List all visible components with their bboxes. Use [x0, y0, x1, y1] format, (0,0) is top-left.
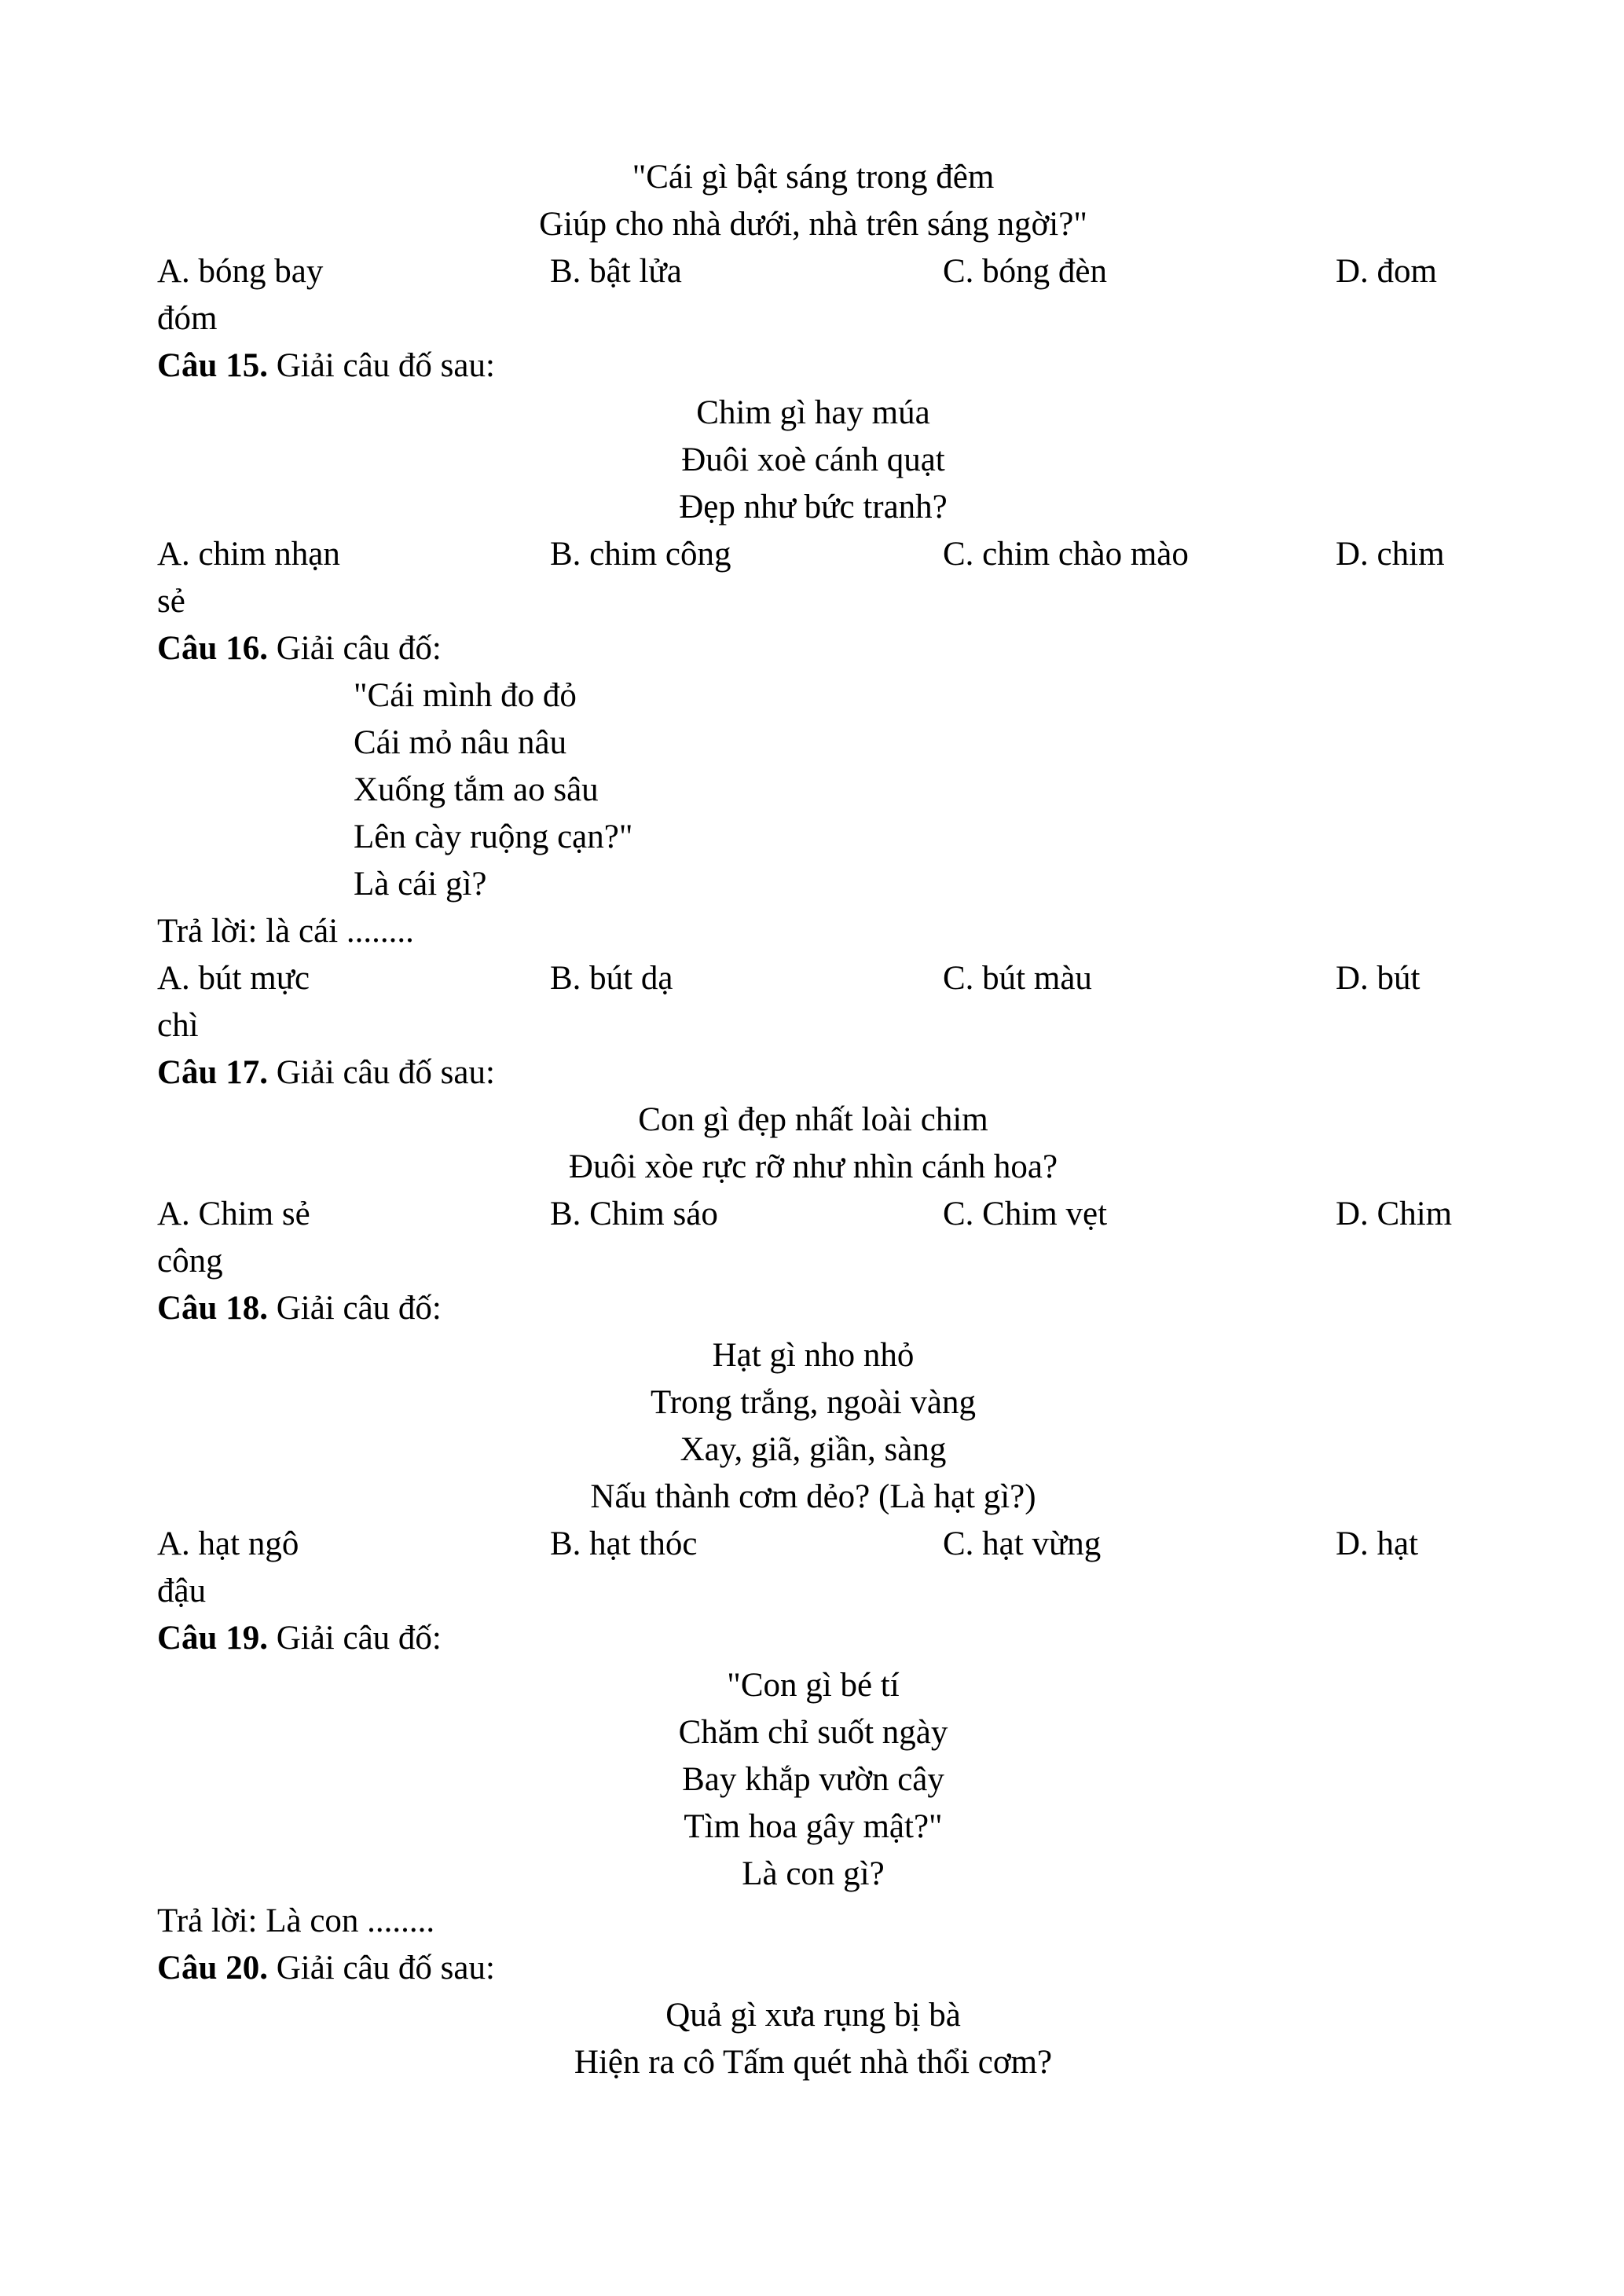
option-wrap: đóm — [157, 300, 218, 337]
question-label: Câu 19. — [157, 1620, 268, 1657]
question-heading — [157, 1615, 1469, 1662]
question-prompt: Giải câu đố sau: — [267, 347, 495, 384]
riddle-line: Con gì đẹp nhất loài chim — [638, 1101, 988, 1138]
riddle-line: Đẹp như bức tranh? — [679, 489, 948, 525]
question-label: Câu 15. — [157, 347, 268, 384]
question-heading — [157, 1945, 1469, 1992]
answer-line: Trả lời: Là con ........ — [157, 1902, 435, 1939]
riddle-line: Là con gì? — [742, 1855, 885, 1892]
riddle-line: Giúp cho nhà dưới, nhà trên sáng ngời?" — [539, 206, 1087, 243]
question-prompt: Giải câu đố: — [267, 1620, 442, 1657]
option-d: D. đom — [1336, 253, 1437, 290]
riddle-line: Tìm hoa gây mật?" — [684, 1808, 943, 1845]
option-b: B. bật lửa — [550, 253, 682, 290]
question-heading — [157, 625, 1469, 672]
riddle-line: Hiện ra cô Tấm quét nhà thổi cơm? — [574, 2044, 1053, 2081]
question-label: Câu 16. — [157, 630, 268, 667]
option-c: C. chim chào mào — [943, 536, 1189, 573]
riddle-line: Đuôi xoè cánh quạt — [681, 441, 945, 478]
options-row — [157, 1521, 1469, 1568]
riddle-line: Bay khắp vườn cây — [682, 1761, 944, 1798]
option-c: C. bóng đèn — [943, 253, 1108, 290]
option-b: B. Chim sáo — [550, 1196, 718, 1232]
option-wrap: công — [157, 1243, 223, 1280]
riddle-line: Xay, giã, giần, sàng — [680, 1431, 947, 1468]
riddle-line: Cái mỏ nâu nâu — [354, 724, 567, 761]
option-d: D. hạt — [1336, 1525, 1419, 1562]
page-content — [157, 154, 1469, 2086]
answer-line: Trả lời: là cái ........ — [157, 913, 414, 950]
riddle-line: Nấu thành cơm dẻo? (Là hạt gì?) — [590, 1478, 1036, 1515]
options-row — [157, 1191, 1469, 1238]
riddle-line: Trong trắng, ngoài vàng — [650, 1384, 977, 1421]
option-a: A. hạt ngô — [157, 1525, 299, 1562]
option-a: A. bóng bay — [157, 253, 324, 290]
option-wrap: sẻ — [157, 583, 185, 620]
option-d: D. Chim — [1336, 1196, 1453, 1232]
option-d: D. chim — [1336, 536, 1445, 573]
options-row — [157, 955, 1469, 1002]
question-prompt: Giải câu đố sau: — [267, 1950, 495, 1987]
riddle-line: Chăm chỉ suốt ngày — [678, 1714, 948, 1751]
riddle-line: Lên cày ruộng cạn?" — [354, 818, 633, 855]
riddle-line: Đuôi xòe rực rỡ như nhìn cánh hoa? — [568, 1148, 1058, 1185]
option-c: C. bút màu — [943, 960, 1092, 997]
option-b: B. bút dạ — [550, 960, 673, 997]
option-a: A. chim nhạn — [157, 536, 340, 573]
question-heading — [157, 1285, 1469, 1332]
question-heading — [157, 1049, 1469, 1097]
option-c: C. Chim vẹt — [943, 1196, 1108, 1232]
option-a: A. Chim sẻ — [157, 1196, 310, 1232]
question-prompt: Giải câu đố: — [267, 630, 442, 667]
riddle-line: "Con gì bé tí — [727, 1667, 900, 1704]
question-label: Câu 17. — [157, 1054, 268, 1091]
option-wrap: đậu — [157, 1573, 207, 1609]
riddle-line: Xuống tắm ao sâu — [354, 771, 599, 808]
options-row — [157, 531, 1469, 578]
options-row — [157, 248, 1469, 295]
question-label: Câu 20. — [157, 1950, 268, 1987]
option-a: A. bút mực — [157, 960, 310, 997]
option-d: D. bút — [1336, 960, 1421, 997]
option-c: C. hạt vừng — [943, 1525, 1102, 1562]
question-prompt: Giải câu đố: — [267, 1290, 442, 1327]
option-b: B. hạt thóc — [550, 1525, 698, 1562]
question-label: Câu 18. — [157, 1290, 268, 1327]
riddle-line: Là cái gì? — [354, 866, 487, 903]
riddle-line: Chim gì hay múa — [696, 394, 930, 431]
question-prompt: Giải câu đố sau: — [267, 1054, 495, 1091]
riddle-line: "Cái mình đo đỏ — [354, 677, 577, 714]
question-heading — [157, 342, 1469, 390]
option-wrap: chì — [157, 1007, 199, 1044]
riddle-line: Quả gì xưa rụng bị bà — [665, 1997, 961, 2034]
riddle-line: "Cái gì bật sáng trong đêm — [632, 159, 995, 196]
option-b: B. chim công — [550, 536, 731, 573]
riddle-line: Hạt gì nho nhỏ — [712, 1337, 915, 1374]
